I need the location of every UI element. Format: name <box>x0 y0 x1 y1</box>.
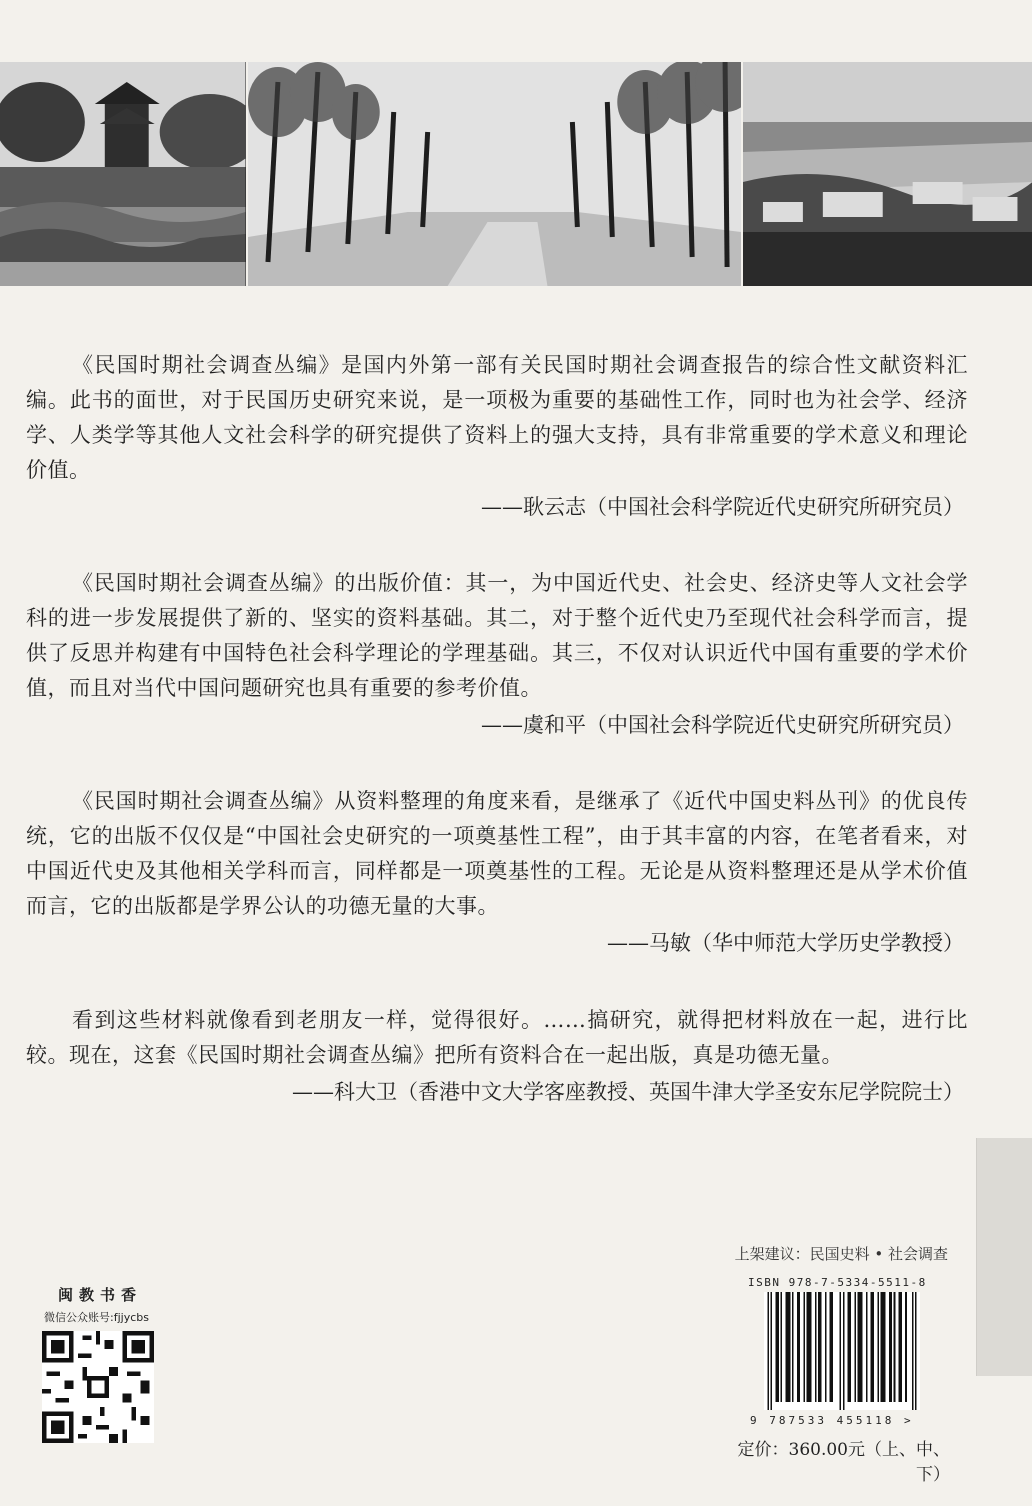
price: 定价：360.00元（上、中、下） <box>737 1440 950 1485</box>
quote-block-2 <box>26 566 968 743</box>
quote-attribution: ——耿云志（中国社会科学院近代史研究所研究员） <box>481 495 964 519</box>
photo-river-town <box>743 62 1032 286</box>
quote-text: 《民国时期社会调查丛编》的出版价值：其一，为中国近代史、社会史、经济史等人文社会学科的进一步发展提供了新的、坚实的资料基础。其二，对于整个近代史乃至现代社会科学而言，提供了反思并构建有中国特色社会科学理论的学理基础。其三，不仅对认识近代中国有重要的学术价值，而且对当代中国问题研究也具有重要的参考价值。 <box>26 571 968 700</box>
side-tab <box>976 1138 1032 1376</box>
quote-block-3 <box>26 784 968 961</box>
quote-block-1 <box>26 348 968 525</box>
barcode-icon <box>764 1292 920 1410</box>
wechat-account: 微信公众账号:fjjycbs <box>44 1311 149 1324</box>
photo-strip <box>0 62 1032 286</box>
quote-attribution: ——虞和平（中国社会科学院近代史研究所研究员） <box>481 713 964 737</box>
photo-tree-lined-road <box>246 62 743 286</box>
shelf-suggestion: 上架建议：民国史料 • 社会调查 <box>734 1245 948 1263</box>
qr-code-icon[interactable] <box>42 1331 154 1443</box>
photo-pavilion-boats <box>0 62 246 286</box>
quote-text: 看到这些材料就像看到老朋友一样，觉得很好。……搞研究，就得把材料放在一起，进行比较。现在，这套《民国时期社会调查丛编》把所有资料合在一起出版，真是功德无量。 <box>26 1008 968 1067</box>
isbn-text: ISBN 978-7-5334-5511-8 <box>748 1276 927 1289</box>
book-info <box>720 1243 970 1485</box>
quote-text: 《民国时期社会调查丛编》是国内外第一部有关民国时期社会调查报告的综合性文献资料汇编。此书的面世，对于民国历史研究来说，是一项极为重要的基础性工作，同时也为社会学、经济学、人类学等其他人文社会科学的研究提供了资料上的强大支持，具有非常重要的学术意义和理论价值。 <box>26 353 968 482</box>
quote-block-4 <box>26 1003 968 1110</box>
publisher-brand: 闽教书香 <box>57 1286 142 1304</box>
quote-text: 《民国时期社会调查丛编》从资料整理的角度来看，是继承了《近代中国史料丛刊》的优良传统，它的出版不仅仅是“中国社会史研究的一项奠基性工程”，由于其丰富的内容，在笔者看来，对中国近代史及其他相关学科而言，同样都是一项奠基性的工程。无论是从资料整理还是从学术价值而言，它的出版都是学界公认的功德无量的大事。 <box>26 789 968 918</box>
quote-attribution: ——科大卫（香港中文大学客座教授、英国牛津大学圣安东尼学院院士） <box>292 1080 964 1104</box>
barcode-number: 9 787533 455118 > <box>750 1414 914 1427</box>
quote-attribution: ——马敏（华中师范大学历史学教授） <box>607 931 964 955</box>
publisher-qr-area <box>38 1284 162 1447</box>
